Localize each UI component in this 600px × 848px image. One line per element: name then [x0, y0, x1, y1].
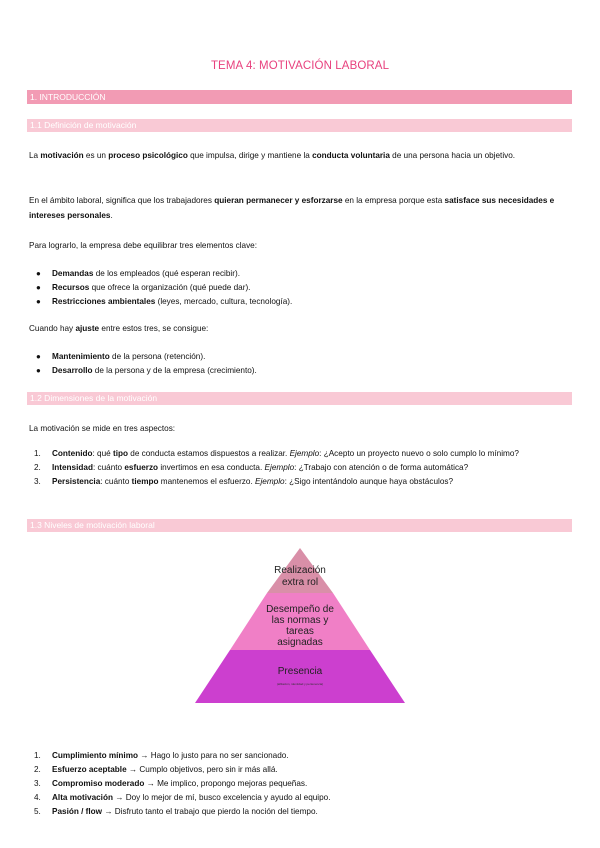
- pyramid-bottom-sublabel: (afiliación, identidad y pertenencia): [276, 682, 324, 686]
- list-dimensions: [29, 447, 569, 489]
- list-item: ● Demandas de los empleados (qué esperan recibir).: [29, 267, 569, 281]
- list-item: ● Restricciones ambientales (leyes, mercado, cultura, tecnología).: [29, 295, 569, 309]
- bullet-icon: ●: [36, 297, 41, 306]
- pyramid-middle-label-1: Desempeño de: [266, 604, 334, 615]
- section-heading-introduction: 1. INTRODUCCIÓN: [27, 90, 572, 104]
- list-item: 1. Contenido: qué tipo de conducta estamos dispuestos a realizar. Ejemplo: ¿Acepto un proyecto nuevo o solo cumplo lo mínimo?: [34, 449, 519, 458]
- list-item: 1. Cumplimiento mínimo → Hago lo justo para no ser sancionado.: [34, 751, 289, 760]
- list-item: 3. Persistencia: cuánto tiempo mantenemos el esfuerzo. Ejemplo: ¿Sigo intentándolo aunque haya obstáculos?: [34, 477, 454, 486]
- list-item: 2. Intensidad: cuánto esfuerzo invertimos en esa conducta. Ejemplo: ¿Trabajo con atención o de forma automática?: [34, 463, 469, 472]
- paragraph-adjustment: Cuando hay ajuste entre estos tres, se consigue:: [29, 324, 209, 333]
- list-item: 5. Pasión / flow → Disfruto tanto el trabajo que pierdo la noción del tiempo.: [34, 807, 318, 816]
- bullet-icon: ●: [36, 269, 41, 278]
- motivation-pyramid: [195, 548, 405, 703]
- list-item: ● Recursos que ofrece la organización (qué puede dar).: [29, 281, 569, 295]
- pyramid-middle-label-2: las normas y: [271, 615, 329, 626]
- paragraph-balance: Para lograrlo, la empresa debe equilibrar tres elementos clave:: [29, 241, 258, 250]
- list-item: 4. Alta motivación → Doy lo mejor de mí, busco excelencia y ayudo al equipo.: [34, 793, 331, 802]
- bullet-icon: ●: [36, 352, 41, 361]
- subsection-heading-dimensions: 1.2 Dimensiones de la motivación: [27, 392, 572, 405]
- pyramid-bottom-label: Presencia: [277, 666, 323, 677]
- page-title: TEMA 4: MOTIVACIÓN LABORAL: [210, 60, 390, 72]
- pyramid-top-label-2: extra rol: [281, 577, 319, 588]
- bullet-icon: ●: [36, 366, 41, 375]
- pyramid-middle-label-3: tareas: [286, 626, 314, 637]
- subsection-heading-levels: 1.3 Niveles de motivación laboral: [27, 519, 572, 532]
- list-item: 3. Compromiso moderado → Me implico, propongo mejoras pequeñas.: [34, 779, 308, 788]
- subsection-heading-definition: 1.1 Definición de motivación: [27, 119, 572, 132]
- pyramid-top-label-1: Realización: [274, 565, 326, 576]
- list-item: 2. Esfuerzo aceptable → Cumplo objetivos, pero sin ir más allá.: [34, 765, 278, 774]
- list-item: ● Desarrollo de la persona y de la empresa (crecimiento).: [29, 364, 569, 378]
- bullet-icon: ●: [36, 283, 41, 292]
- paragraph-labor-context: En el ámbito laboral, significa que los trabajadores quieran permanecer y esforzarse en la empresa porque esta satisface sus necesidades e intereses personales.: [29, 196, 555, 220]
- list-levels: [29, 749, 569, 819]
- list-key-elements: [29, 267, 569, 309]
- pyramid-middle-label-4: asignadas: [277, 637, 323, 648]
- list-item: ● Mantenimiento de la persona (retención).: [29, 350, 569, 364]
- paragraph-measure: La motivación se mide en tres aspectos:: [29, 424, 176, 433]
- list-results: [29, 350, 569, 378]
- paragraph-definition: La motivación es un proceso psicológico que impulsa, dirige y mantiene la conducta voluntaria de una persona hacia un objetivo.: [29, 151, 516, 160]
